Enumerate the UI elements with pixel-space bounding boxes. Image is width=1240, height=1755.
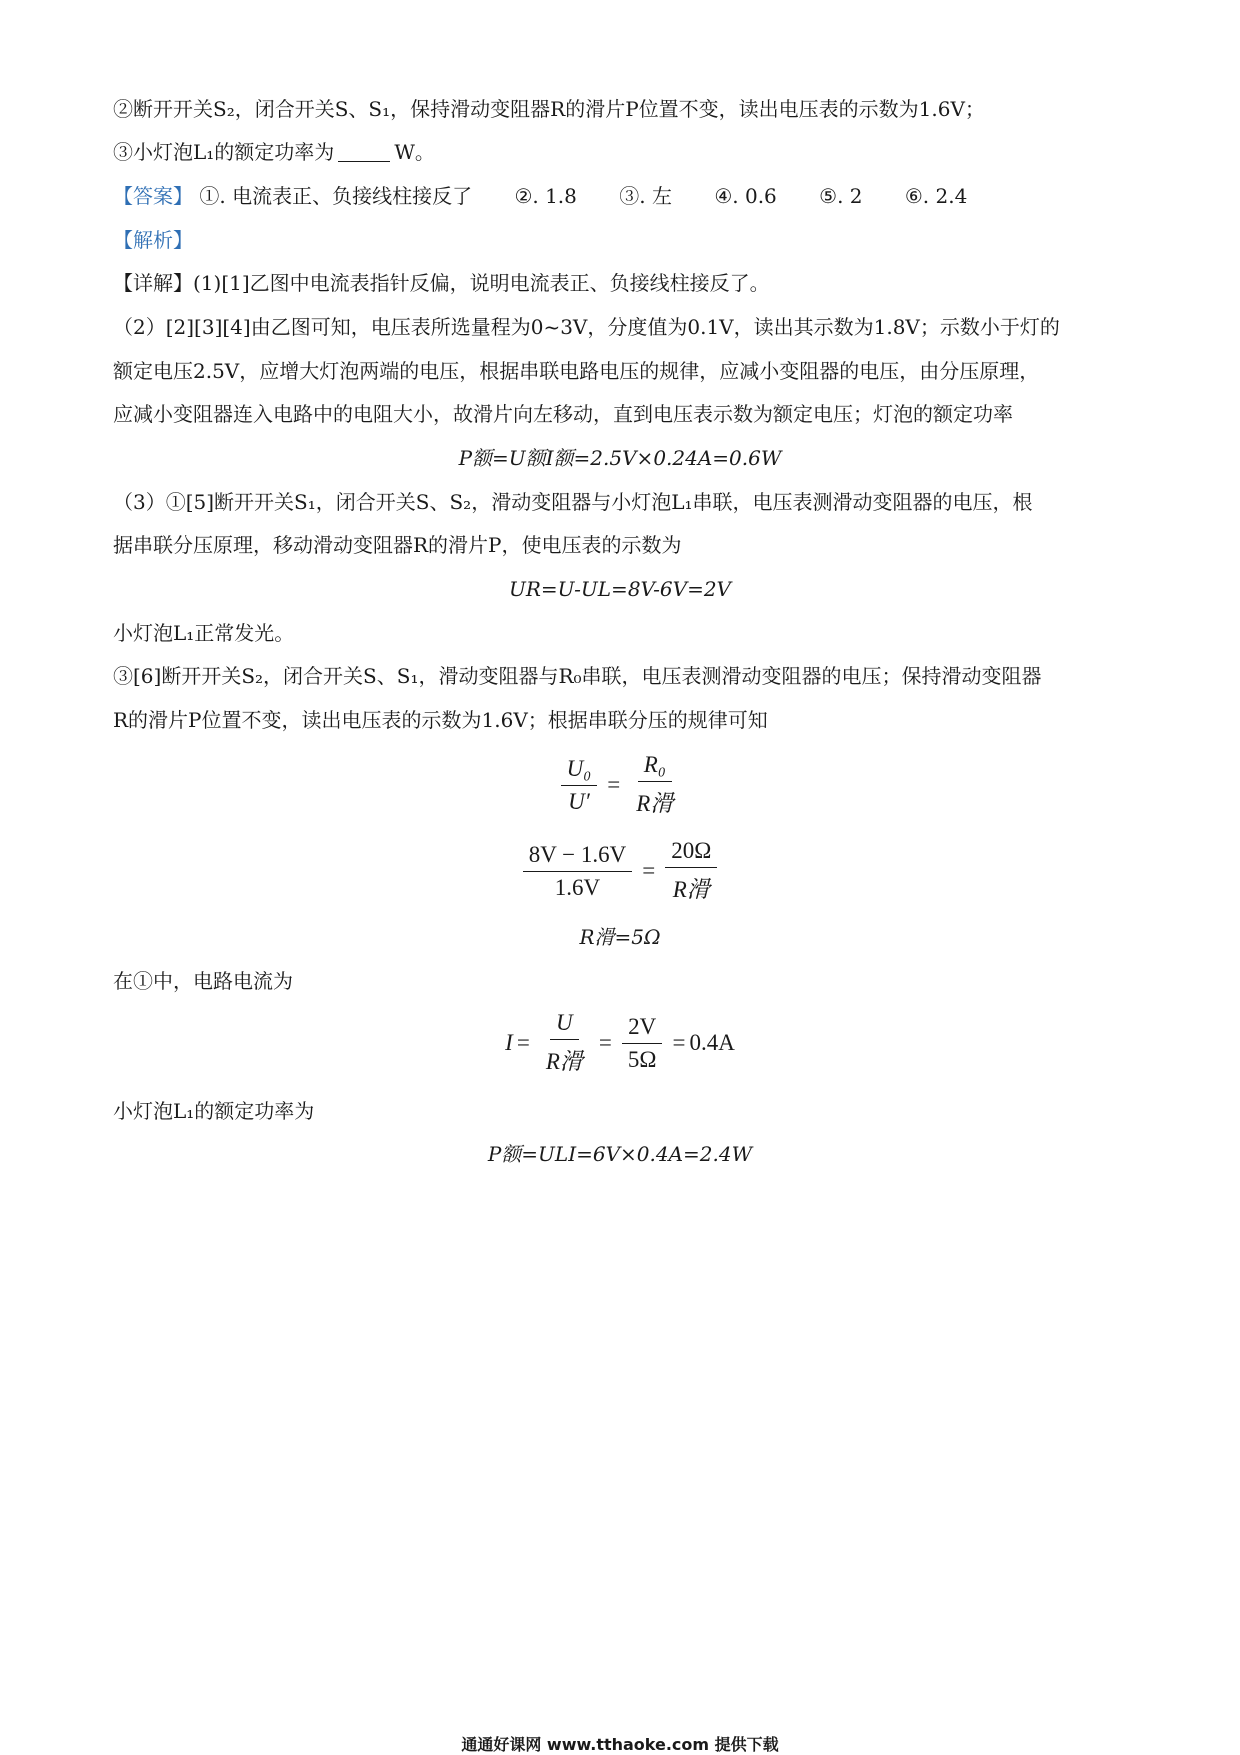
- equation-ratio-numeric: [0, 838, 1240, 904]
- fraction-numerator: U₀: [561, 756, 598, 786]
- answer-item: ②. 1.8: [514, 184, 577, 208]
- equation-rheostat-resistance: R滑=5Ω: [579, 925, 661, 949]
- fraction-numerator: 20Ω: [665, 838, 717, 868]
- fraction-numerator: 2V: [622, 1014, 662, 1044]
- page-footer: 通通好课网 www.tthaoke.com 提供下载: [461, 1735, 779, 1754]
- answer-row: [113, 181, 1133, 211]
- question-step-3: [113, 137, 1133, 167]
- detail-paragraph-2-line-3: 应减小变阻器连入电路中的电阻大小，故滑片向左移动，直到电压表示数为额定电压；灯泡的额定功率: [113, 402, 1013, 426]
- question-step-3-unit: W。: [394, 140, 435, 164]
- fraction: [630, 752, 679, 818]
- detail-paragraph-3-line-1: （3）①[5]断开开关S₁，闭合开关S、S₂，滑动变阻器与小灯泡L₁串联，电压表测滑动变阻器的电压，根: [113, 490, 1033, 514]
- question-step-3-text: ③小灯泡L₁的额定功率为: [113, 140, 335, 164]
- equation-voltage-rheostat: UR=U-UL=8V-6V=2V: [508, 577, 731, 601]
- fraction: [665, 838, 717, 904]
- equals-sign: =: [598, 1030, 612, 1055]
- answer-item: ④. 0.6: [714, 184, 777, 208]
- analysis-tag: 【解析】: [113, 228, 193, 252]
- fraction: [523, 842, 633, 901]
- fraction-denominator: R滑: [636, 791, 674, 816]
- detail-paragraph-3-line-3: 小灯泡L₁正常发光。: [113, 621, 295, 645]
- equation-rhs: 0.4A: [689, 1030, 735, 1055]
- detail-paragraph-1: 【详解】(1)[1]乙图中电流表指针反偏，说明电流表正、负接线柱接反了。: [113, 271, 770, 295]
- fraction: [540, 1010, 589, 1076]
- equation-rated-power: P额=U额I额=2.5V×0.24A=0.6W: [458, 446, 782, 470]
- equals-sign: =: [642, 858, 656, 883]
- fraction-denominator: U′: [568, 788, 590, 814]
- answer-item: ①. 电流表正、负接线柱接反了: [199, 184, 473, 208]
- equation-ratio-symbolic: [0, 752, 1240, 818]
- fraction-denominator: 5Ω: [627, 1046, 657, 1072]
- detail-paragraph-3-line-2: 据串联分压原理，移动滑动变阻器R的滑片P，使电压表的示数为: [113, 533, 682, 557]
- fraction-denominator: R滑: [545, 1049, 583, 1074]
- fraction-numerator: U: [550, 1010, 579, 1040]
- answer-item: ⑤. 2: [819, 184, 863, 208]
- equals-sign: =: [672, 1030, 686, 1055]
- detail-paragraph-2-line-2: 额定电压2.5V，应增大灯泡两端的电压，根据串联电路电压的规律，应减小变阻器的电压，由分压原理，: [113, 359, 1040, 383]
- detail-paragraph-6: 小灯泡L₁的额定功率为: [113, 1099, 315, 1123]
- answer-tag: 【答案】: [113, 184, 193, 208]
- fraction-numerator: 8V − 1.6V: [523, 842, 633, 872]
- question-step-2: ②断开开关S₂，闭合开关S、S₁，保持滑动变阻器R的滑片P位置不变，读出电压表的示数为1.6V；: [113, 97, 985, 121]
- fraction-numerator: R₀: [638, 752, 672, 782]
- detail-paragraph-5: 在①中，电路电流为: [113, 969, 293, 993]
- detail-paragraph-2-line-1: （2）[2][3][4]由乙图可知，电压表所选量程为0~3V，分度值为0.1V，读出其示数为1.8V；示数小于灯的: [113, 315, 1060, 339]
- detail-paragraph-4-line-2: R的滑片P位置不变，读出电压表的示数为1.6V；根据串联分压的规律可知: [113, 708, 768, 732]
- fraction: [561, 756, 598, 815]
- detail-paragraph-4-line-1: ③[6]断开开关S₂，闭合开关S、S₁，滑动变阻器与R₀串联，电压表测滑动变阻器的电压；保持滑动变阻器: [113, 664, 1042, 688]
- answer-item: ③. 左: [619, 184, 672, 208]
- fraction: [622, 1014, 663, 1073]
- fraction-denominator: R滑: [672, 877, 710, 902]
- equals-sign: =: [516, 1030, 530, 1055]
- equals-sign: =: [607, 772, 621, 797]
- fraction-denominator: 1.6V: [554, 874, 601, 900]
- equation-current: [0, 1010, 1240, 1076]
- answer-blank: [338, 141, 390, 162]
- answer-item: ⑥. 2.4: [904, 184, 968, 208]
- equation-final-power: P额=ULI=6V×0.4A=2.4W: [487, 1142, 753, 1166]
- equation-lhs: I: [505, 1030, 513, 1055]
